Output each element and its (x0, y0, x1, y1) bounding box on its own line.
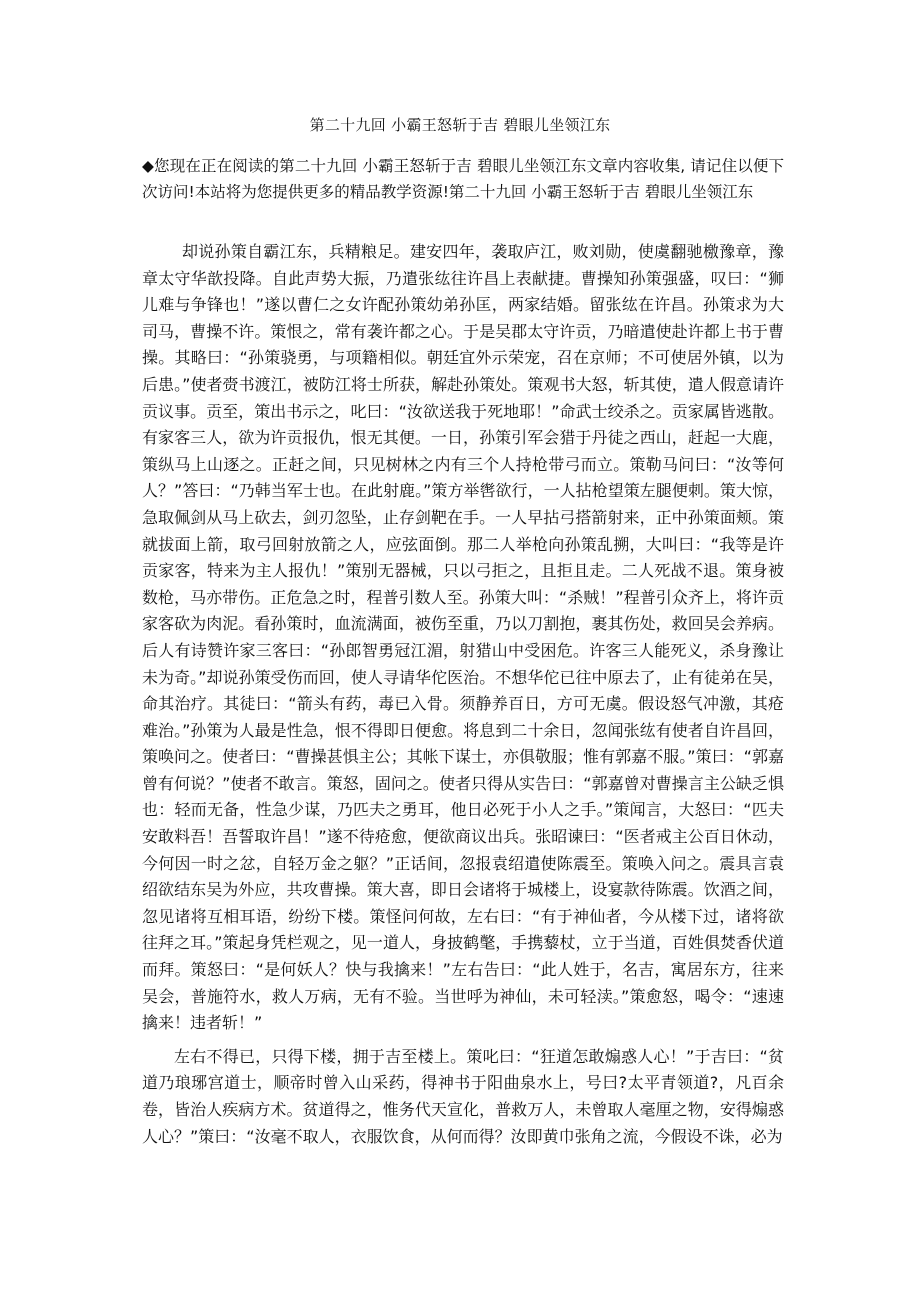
chapter-title: 第二十九回 小霸王怒斩于吉 碧眼儿坐领江东 (309, 116, 611, 134)
paragraph-2: 左右不得已，只得下楼，拥于吉至楼上。策叱曰：“狂道怎敢煽惑人心！”于吉曰：“贫道乃琅琊宫道士，顺帝时曾入山采药，得神书于阳曲泉水上，号曰?太平青领道?，凡百余卷，皆治人疾病方术。贫道得之，惟务代天宣化，普救万人，未曾取人毫厘之物，安得煽惑人心？”策曰：“汝毫不取人，衣服饮食，从何而得？汝即黄巾张角之流，今假设不诛，必为 (142, 1046, 784, 1146)
chapter-body (142, 239, 784, 1157)
paragraph-1: 却说孙策自霸江东，兵精粮足。建安四年，袭取庐江，败刘勋，使虞翻驰檄豫章，豫章太守华歆投降。自此声势大振，乃遣张纮往许昌上表献捷。曹操知孙策强盛，叹曰：“狮儿难与争锋也！”遂以曹仁之女许配孙策幼弟孙匡，两家结婚。留张纮在许昌。孙策求为大司马，曹操不许。策恨之，常有袭许都之心。于是吴郡太守许贡，乃暗遣使赴许都上书于曹操。其略曰：“孙策骁勇，与项籍相似。朝廷宜外示荣宠，召在京师；不可使居外镇，以为后患。”使者赍书渡江，被防江将士所获，解赴孙策处。策观书大怒，斩其使，遣人假意请许贡议事。贡至，策出书示之，叱曰：“汝欲送我于死地耶！”命武士绞杀之。贡家属皆逃散。有家客三人，欲为许贡报仇，恨无其便。一日，孙策引军会猎于丹徒之西山，赶起一大鹿，策纵马上山逐之。正赶之间，只见树林之内有三个人持枪带弓而立。策勒马问曰：“汝等何人？”答曰：“乃韩当军士也。在此射鹿。”策方举辔欲行，一人拈枪望策左腿便刺。策大惊，急取佩剑从马上砍去，剑刃忽坠，止存剑靶在手。一人早拈弓搭箭射来，正中孙策面颊。策就拔面上箭，取弓回射放箭之人，应弦面倒。那二人举枪向孙策乱搠，大叫曰：“我等是许贡家客，特来为主人报仇！”策别无器械，只以弓拒之，且拒且走。二人死战不退。策身被数枪，马亦带伤。正危急之时，程普引数人至。孙策大叫：“杀贼！”程普引众齐上，将许贡家客砍为肉泥。看孙策时，血流满面，被伤至重，乃以刀割抱，裹其伤处，救回吴会养病。后人有诗赞许家三客曰：“孙郎智勇冠江湄，射猎山中受困危。许客三人能死义，杀身豫让未为奇。”却说孙策受伤而回，使人寻请华佗医治。不想华佗已往中原去了，止有徒弟在吴，命其治疗。其徒曰：“箭头有药，毒已入骨。须静养百日，方可无虞。假设怒气冲激，其疮难治。”孙策为人最是性急，恨不得即日便愈。将息到二十余日，忽闻张纮有使者自许昌回，策唤问之。使者曰：“曹操甚惧主公；其帐下谋士，亦俱敬服；惟有郭嘉不服。”策曰：“郭嘉曾有何说？”使者不敢言。策怒，固问之。使者只得从实告曰：“郭嘉曾对曹操言主公缺乏惧也：轻而无备，性急少谋，乃匹夫之勇耳，他日必死于小人之手。”策闻言，大怒曰：“匹夫安敢料吾！吾誓取许昌！”遂不待疮愈，便欲商议出兵。张昭谏曰：“医者戒主公百日休动，今何因一时之忿，自轻万金之躯？”正话间，忽报袁绍遣使陈震至。策唤入问之。震具言袁绍欲结东吴为外应，共攻曹操。策大喜，即日会诸将于城楼上，设宴款待陈震。饮酒之间，忽见诸将互相耳语，纷纷下楼。策怪问何故，左右曰：“有于神仙者，今从楼下过，诸将欲往拜之耳。”策起身凭栏观之，见一道人，身披鹤氅，手携藜杖，立于当道，百姓俱焚香伏道而拜。策怒曰：“是何妖人？快与我擒来！”左右告曰：“此人姓于，名吉，寓居东方，往来吴会，普施符水，救人万病，无有不验。当世呼为神仙，未可轻渎。”策愈怒，喝令：“速速擒来！违者斩！” (142, 242, 784, 1033)
reading-notice: ◆您现在正在阅读的第二十九回 小霸王怒斩于吉 碧眼儿坐领江东文章内容收集, 请记住以便下次访问!本站将为您提供更多的精品教学资源!第二十九回 小霸王怒斩于吉 碧眼儿坐领江东 (142, 157, 784, 201)
